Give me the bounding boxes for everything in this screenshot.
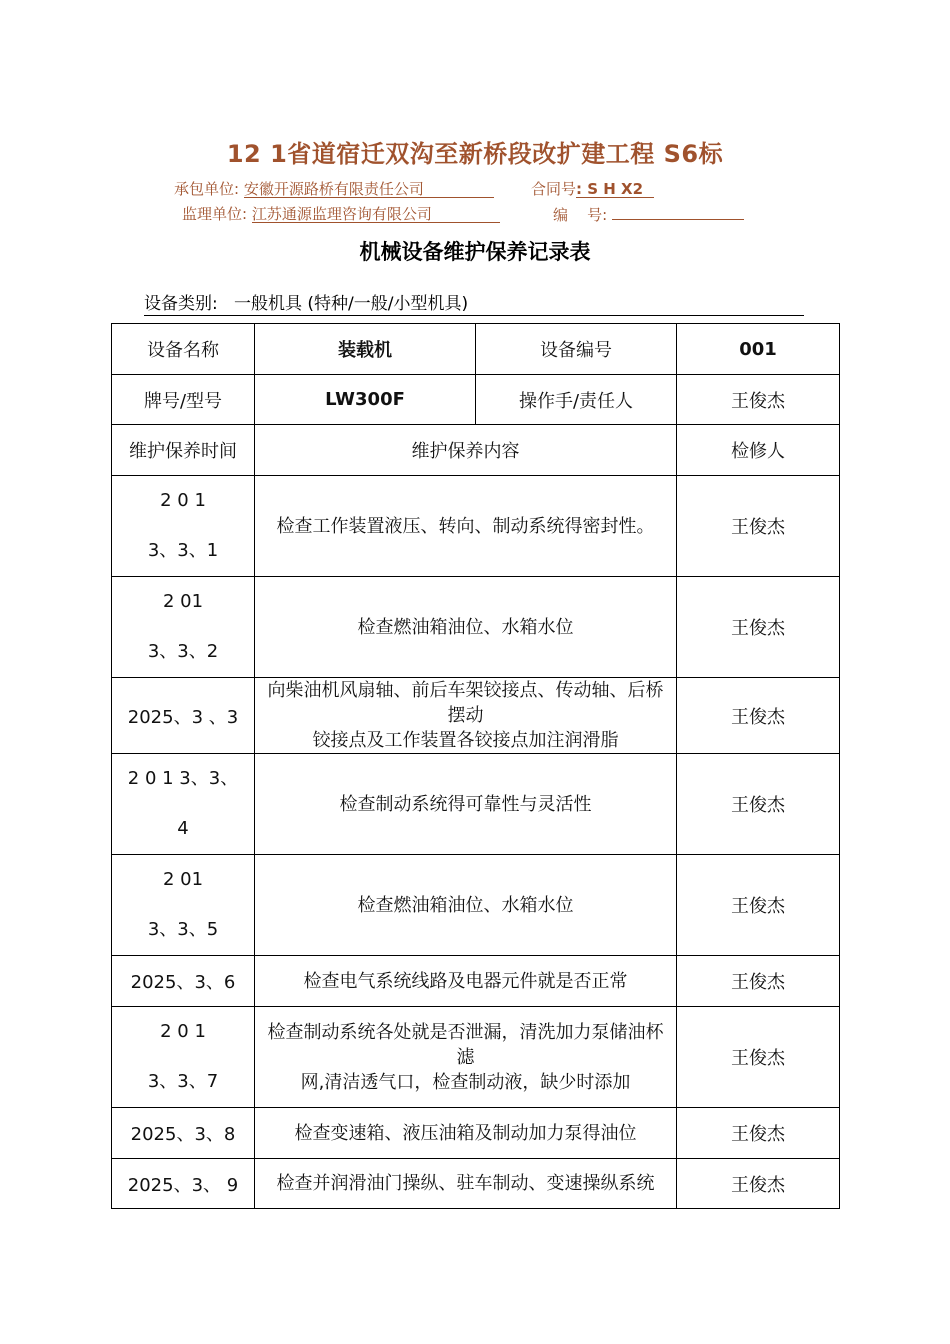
table-row [112, 678, 840, 754]
row-content [255, 1007, 677, 1108]
row-content-line1: 向柴油机风扇轴、前后车架铰接点、传动轴、后桥摆动 [267, 680, 664, 726]
row-date-line2: 3、3、7 [147, 1071, 219, 1092]
row-date-line1: 2 01 [162, 869, 204, 890]
supervisor-line [182, 203, 500, 224]
info-row-equipment [112, 324, 840, 375]
row-inspector: 王俊杰 [677, 678, 840, 754]
row-date-line1: 2 01 [162, 591, 204, 612]
row-content-line2: 铰接点及工作装置各铰接点加注润滑脂 [312, 730, 619, 751]
maintenance-record-table [111, 323, 840, 1209]
category-label: 设备类别: [144, 294, 218, 314]
equipment-name-label: 设备名称 [112, 324, 255, 375]
row-date-line2: 3、3、5 [147, 919, 219, 940]
table-row [112, 855, 840, 956]
equipment-no-value: 001 [677, 324, 840, 375]
row-date [112, 855, 255, 956]
equipment-no-label: 设备编号 [476, 324, 677, 375]
row-content: 检查并润滑油门操纵、驻车制动、变速操纵系统 [255, 1159, 677, 1209]
table-row [112, 1108, 840, 1159]
row-inspector: 王俊杰 [677, 476, 840, 577]
model-label: 牌号/型号 [112, 375, 255, 425]
row-content: 检查燃油箱油位、水箱水位 [255, 855, 677, 956]
row-content: 检查工作装置液压、转向、制动系统得密封性。 [255, 476, 677, 577]
row-date-line2: 4 [177, 818, 189, 839]
number-line [553, 203, 744, 225]
row-date: 2025、3、 9 [112, 1159, 255, 1209]
operator-label: 操作手/责任人 [476, 375, 677, 425]
number-label: 编 号: [553, 206, 608, 224]
supervisor-value: 江苏通源监理咨询有限公司 [252, 206, 500, 223]
contractor-line [174, 178, 494, 199]
row-date [112, 1007, 255, 1108]
row-date: 2025、3、8 [112, 1108, 255, 1159]
table-row [112, 1159, 840, 1209]
table-row [112, 754, 840, 855]
row-date-line1: 2 0 1 3、3、 [127, 768, 239, 789]
col-content-header: 维护保养内容 [255, 425, 677, 476]
row-date [112, 754, 255, 855]
table-row [112, 577, 840, 678]
contractor-value: 安徽开源路桥有限责任公司 [244, 181, 494, 198]
row-inspector: 王俊杰 [677, 577, 840, 678]
row-inspector: 王俊杰 [677, 956, 840, 1007]
row-inspector: 王俊杰 [677, 754, 840, 855]
table-row [112, 956, 840, 1007]
row-content-line1: 检查制动系统各处就是否泄漏，清洗加力泵储油杯滤 [267, 1021, 664, 1068]
contract-no-value: : S H X2 [576, 181, 654, 198]
row-content-line2: 网,清洁透气口，检查制动液，缺少时添加 [300, 1071, 631, 1093]
row-date-line2: 3、3、1 [147, 540, 219, 561]
row-date: 2025、3、6 [112, 956, 255, 1007]
row-inspector: 王俊杰 [677, 1108, 840, 1159]
row-content: 检查制动系统得可靠性与灵活性 [255, 754, 677, 855]
supervisor-label: 监理单位: [182, 205, 248, 223]
row-content: 检查燃油箱油位、水箱水位 [255, 577, 677, 678]
row-date: 2025、3 、3 [112, 678, 255, 754]
category-value: 一般机具 (特种/一般/小型机具) [233, 294, 469, 314]
row-inspector: 王俊杰 [677, 1159, 840, 1209]
column-header-row [112, 425, 840, 476]
equipment-category [144, 289, 804, 316]
model-value: LW300F [255, 375, 476, 425]
row-date-line1: 2 0 1 [160, 1021, 206, 1042]
contract-no-line [531, 178, 654, 199]
table-row [112, 476, 840, 577]
row-inspector: 王俊杰 [677, 1007, 840, 1108]
info-row-model [112, 375, 840, 425]
row-date [112, 476, 255, 577]
contract-no-label: 合同号 [531, 180, 577, 198]
row-date-line2: 3、3、2 [147, 641, 219, 662]
number-value [612, 203, 744, 220]
col-time-header: 维护保养时间 [112, 425, 255, 476]
equipment-name-value: 装载机 [255, 324, 476, 375]
table-row [112, 1007, 840, 1108]
row-content: 检查变速箱、液压油箱及制动加力泵得油位 [255, 1108, 677, 1159]
project-title: 12 1省道宿迁双沟至新桥段改扩建工程 S6标 [226, 140, 724, 168]
row-inspector: 王俊杰 [677, 855, 840, 956]
operator-value: 王俊杰 [677, 375, 840, 425]
row-content: 检查电气系统线路及电器元件就是否正常 [255, 956, 677, 1007]
form-title: 机械设备维护保养记录表 [359, 240, 591, 264]
col-inspector-header: 检修人 [677, 425, 840, 476]
contractor-label: 承包单位: [174, 180, 240, 198]
row-date [112, 577, 255, 678]
row-content [255, 678, 677, 754]
row-date-line1: 2 0 1 [160, 490, 206, 511]
